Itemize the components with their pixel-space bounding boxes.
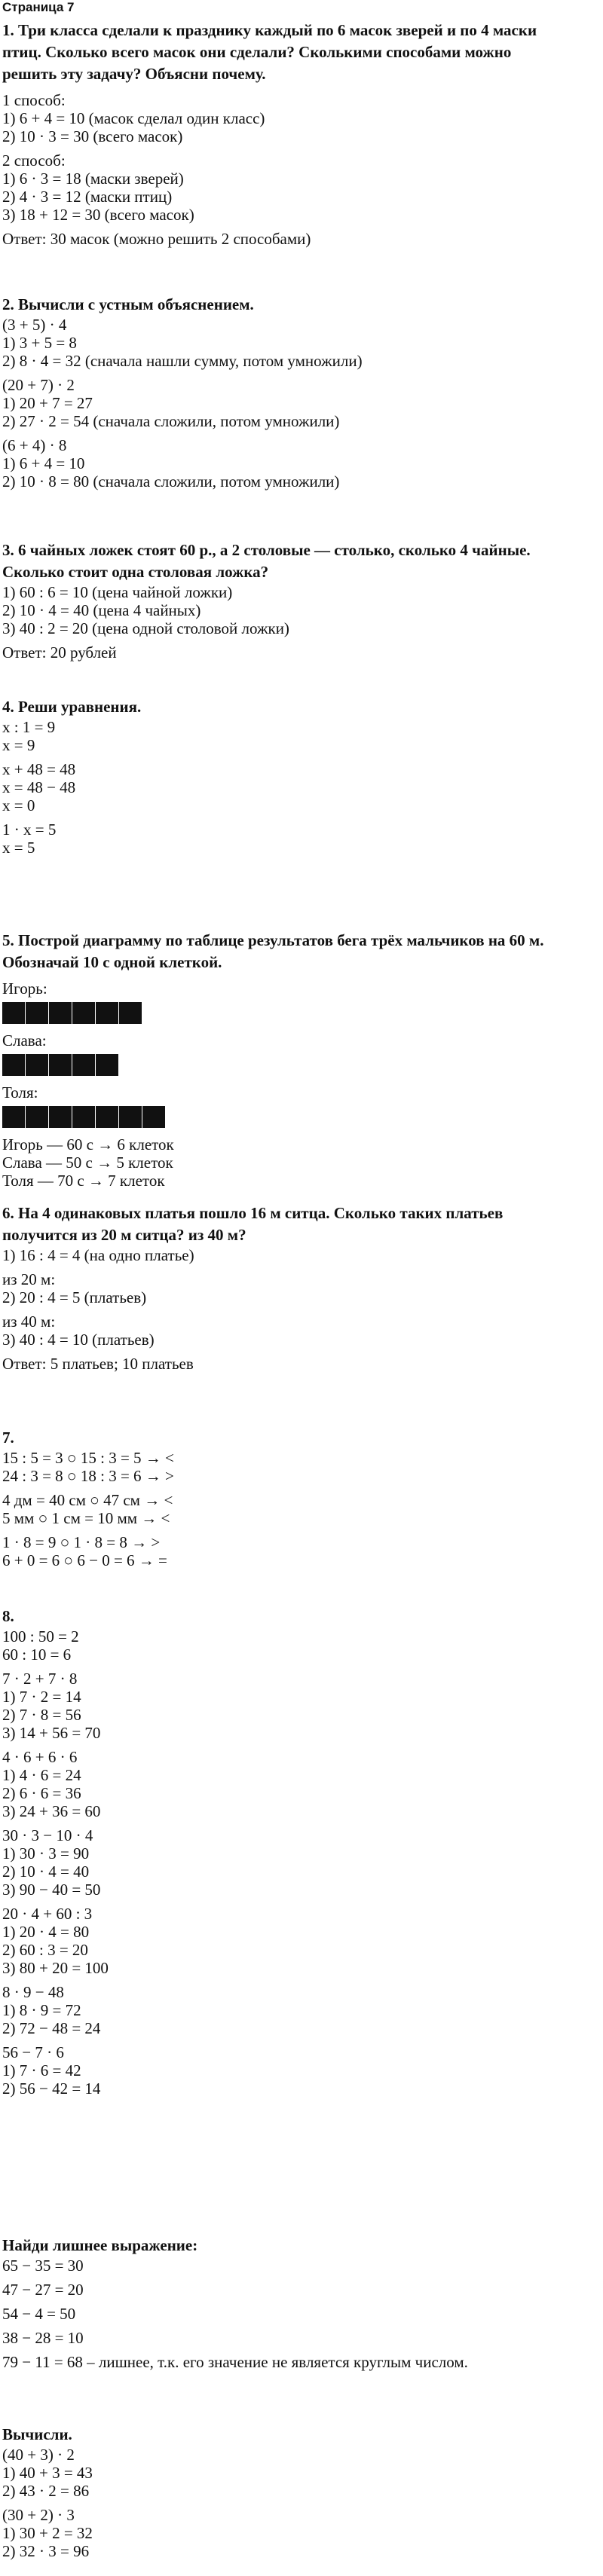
comparison: 4 дм = 40 см ○ 47 см → <: [2, 1491, 173, 1509]
diagram-cell: [72, 1002, 95, 1024]
step: 1) 16 : 4 = 4 (на одно платье): [2, 1246, 194, 1264]
solution: x = 0: [2, 796, 35, 814]
problem-7: [2, 1427, 601, 1569]
method-2-step: 2) 4 · 3 = 12 (маски птиц): [2, 188, 173, 206]
heading-line: Сколько стоит одна столовая ложка?: [2, 563, 269, 581]
expression: 7 · 2 + 7 · 8: [2, 1670, 78, 1688]
problem-3-answer: Ответ: 20 рублей: [2, 643, 117, 662]
expression: 38 − 28 = 10: [2, 2329, 84, 2347]
heading-line: птиц. Сколько всего масок они сделали? Сколькими способами можно: [2, 43, 512, 61]
diagram-cell: [142, 1106, 165, 1128]
step: 1) 20 + 7 = 27: [2, 394, 93, 412]
diagram-row-squares: [2, 1054, 601, 1076]
problem-3-heading: [2, 539, 601, 583]
diagram-row-squares: [2, 1106, 601, 1128]
problem-6-heading: [2, 1202, 601, 1246]
expression: (3 + 5) · 4: [2, 316, 67, 334]
step: 2) 10 · 4 = 40 (цена 4 чайных): [2, 601, 201, 619]
diagram-row-label: Слава:: [2, 1031, 47, 1050]
diagram-cell: [2, 1002, 25, 1024]
problem-1-answer: Ответ: 30 масок (можно решить 2 способами): [2, 230, 311, 248]
diagram-cell: [96, 1106, 118, 1128]
diagram-row-label: Толя:: [2, 1083, 38, 1102]
step: 1) 30 · 3 = 90: [2, 1844, 90, 1862]
diagram-cell: [26, 1002, 48, 1024]
solution: x = 9: [2, 736, 35, 754]
diagram-cell: [119, 1106, 142, 1128]
problem-2: [2, 294, 601, 490]
step: 2) 6 · 6 = 36: [2, 1784, 81, 1802]
problem-4: [2, 696, 601, 857]
diagram-cell: [72, 1054, 95, 1076]
solution: x = 5: [2, 839, 35, 857]
summary-line: Толя — 70 с → 7 клеток: [2, 1172, 165, 1190]
diagram-cell: [49, 1002, 72, 1024]
expression: 65 − 35 = 30: [2, 2257, 84, 2275]
step: 1) 6 + 4 = 10: [2, 454, 85, 472]
method-2-step: 3) 18 + 12 = 30 (всего масок): [2, 206, 194, 224]
diagram-cell: [96, 1002, 118, 1024]
step: 2) 43 · 2 = 86: [2, 2482, 90, 2500]
step: 1) 7 · 2 = 14: [2, 1688, 81, 1706]
step: 2) 60 : 3 = 20: [2, 1941, 88, 1959]
problem-10: [2, 2424, 601, 2560]
step: 1) 7 · 6 = 42: [2, 2061, 81, 2079]
step: 1) 3 + 5 = 8: [2, 334, 77, 352]
solution: x = 48 − 48: [2, 778, 76, 796]
step: 3) 80 + 20 = 100: [2, 1959, 109, 1977]
diagram-cell: [49, 1106, 72, 1128]
sub-label: из 40 м:: [2, 1312, 56, 1331]
problem-8: [2, 1606, 601, 2098]
step: 1) 60 : 6 = 10 (цена чайной ложки): [2, 583, 233, 601]
method-1-label: 1 способ:: [2, 91, 66, 109]
problem-6: [2, 1202, 601, 1373]
step: 3) 40 : 2 = 20 (цена одной столовой ложки): [2, 619, 289, 637]
diagram-cell: [2, 1106, 25, 1128]
diagram-cell: [72, 1106, 95, 1128]
comparison: 24 : 3 = 8 ○ 18 : 3 = 6 → >: [2, 1467, 174, 1485]
heading-line: 6. На 4 одинаковых платья пошло 16 м ситца. Сколько таких платьев: [2, 1204, 504, 1222]
problem-1-heading: [2, 20, 601, 85]
problem-6-answer: Ответ: 5 платьев; 10 платьев: [2, 1355, 194, 1373]
step: 1) 40 + 3 = 43: [2, 2464, 93, 2482]
method-2-step: 1) 6 · 3 = 18 (маски зверей): [2, 170, 184, 188]
diagram-cell: [26, 1054, 48, 1076]
step: 1) 4 · 6 = 24: [2, 1766, 81, 1784]
diagram-row-label: Игорь:: [2, 979, 47, 998]
heading-line: получится из 20 м ситца? из 40 м?: [2, 1226, 246, 1244]
equation: x : 1 = 9: [2, 718, 56, 736]
diagram-cell: [49, 1054, 72, 1076]
diagram-cell: [2, 1054, 25, 1076]
heading-line: 5. Построй диаграмму по таблице результатов бега трёх мальчиков на 60 м.: [2, 931, 544, 949]
method-1-step: 1) 6 + 4 = 10 (масок сделал один класс): [2, 109, 265, 127]
odd-expression: 79 − 11 = 68 – лишнее, т.к. его значение не является круглым числом.: [2, 2353, 468, 2371]
problem-7-heading: 7.: [2, 1429, 14, 1447]
step: 1) 30 + 2 = 32: [2, 2524, 93, 2542]
problem-2-heading: 2. Вычисли с устным объяснением.: [2, 295, 254, 313]
expression: 100 : 50 = 2: [2, 1627, 79, 1646]
comparison: 15 : 5 = 3 ○ 15 : 3 = 5 → <: [2, 1449, 174, 1467]
comparison: 5 мм ○ 1 см = 10 мм → <: [2, 1509, 170, 1527]
expression: 60 : 10 = 6: [2, 1646, 72, 1664]
step: 2) 7 · 8 = 56: [2, 1706, 81, 1724]
heading-line: Обозначай 10 с одной клеткой.: [2, 953, 222, 971]
step: 3) 24 + 36 = 60: [2, 1802, 101, 1820]
problem-8-heading: 8.: [2, 1607, 14, 1625]
step: 2) 8 · 4 = 32 (сначала нашли сумму, потом умножили): [2, 352, 363, 370]
expression: 30 · 3 − 10 · 4: [2, 1826, 93, 1844]
step: 2) 20 : 4 = 5 (платьев): [2, 1288, 147, 1306]
problem-1: [2, 20, 601, 248]
expression: (40 + 3) · 2: [2, 2446, 75, 2464]
heading-line: 1. Три класса сделали к празднику каждый по 6 масок зверей и по 4 маски: [2, 21, 537, 39]
summary-line: Слава — 50 с → 5 клеток: [2, 1154, 173, 1172]
problem-3: [2, 539, 601, 662]
step: 1) 8 · 9 = 72: [2, 2001, 81, 2019]
step: 2) 10 · 4 = 40: [2, 1862, 90, 1881]
summary-line: Игорь — 60 с → 6 клеток: [2, 1135, 174, 1154]
expression: 8 · 9 − 48: [2, 1983, 64, 2001]
comparison: 6 + 0 = 6 ○ 6 − 0 = 6 → =: [2, 1551, 167, 1569]
heading-line: решить эту задачу? Объясни почему.: [2, 65, 266, 83]
problem-9: [2, 2235, 601, 2371]
problem-5: [2, 930, 601, 1190]
diagram-row-squares: [2, 1002, 601, 1024]
expression: 47 − 27 = 20: [2, 2281, 84, 2299]
expression: (6 + 4) · 8: [2, 436, 67, 454]
step: 3) 14 + 56 = 70: [2, 1724, 101, 1742]
sub-label: из 20 м:: [2, 1270, 56, 1288]
method-2-label: 2 способ:: [2, 151, 66, 170]
expression: (30 + 2) · 3: [2, 2506, 75, 2524]
expression: 56 − 7 · 6: [2, 2043, 64, 2061]
step: 2) 27 · 2 = 54 (сначала сложили, потом умножили): [2, 412, 340, 430]
expression: 20 · 4 + 60 : 3: [2, 1905, 93, 1923]
diagram-cell: [26, 1106, 48, 1128]
problem-10-heading: Вычисли.: [2, 2425, 72, 2443]
expression: 4 · 6 + 6 · 6: [2, 1748, 78, 1766]
step: 2) 56 − 42 = 14: [2, 2079, 101, 2098]
step: 1) 20 · 4 = 80: [2, 1923, 90, 1941]
equation: 1 · x = 5: [2, 820, 57, 839]
problem-4-heading: 4. Реши уравнения.: [2, 698, 142, 716]
method-1-step: 2) 10 · 3 = 30 (всего масок): [2, 127, 183, 145]
equation: x + 48 = 48: [2, 760, 76, 778]
expression: 54 − 4 = 50: [2, 2305, 76, 2323]
step: 2) 72 − 48 = 24: [2, 2019, 101, 2037]
problem-9-heading: Найди лишнее выражение:: [2, 2236, 198, 2254]
step: 3) 90 − 40 = 50: [2, 1881, 101, 1899]
comparison: 1 · 8 = 9 ○ 1 · 8 = 8 → >: [2, 1533, 161, 1551]
expression: (20 + 7) · 2: [2, 376, 75, 394]
step: 2) 32 · 3 = 96: [2, 2542, 90, 2560]
diagram-cell: [96, 1054, 118, 1076]
diagram-cell: [119, 1002, 142, 1024]
page-title: Страница 7: [2, 0, 75, 14]
heading-line: 3. 6 чайных ложек стоят 60 р., а 2 столовые — столько, сколько 4 чайные.: [2, 541, 531, 559]
step: 2) 10 · 8 = 80 (сначала сложили, потом умножили): [2, 472, 340, 490]
problem-5-heading: [2, 930, 601, 973]
step: 3) 40 : 4 = 10 (платьев): [2, 1331, 155, 1349]
